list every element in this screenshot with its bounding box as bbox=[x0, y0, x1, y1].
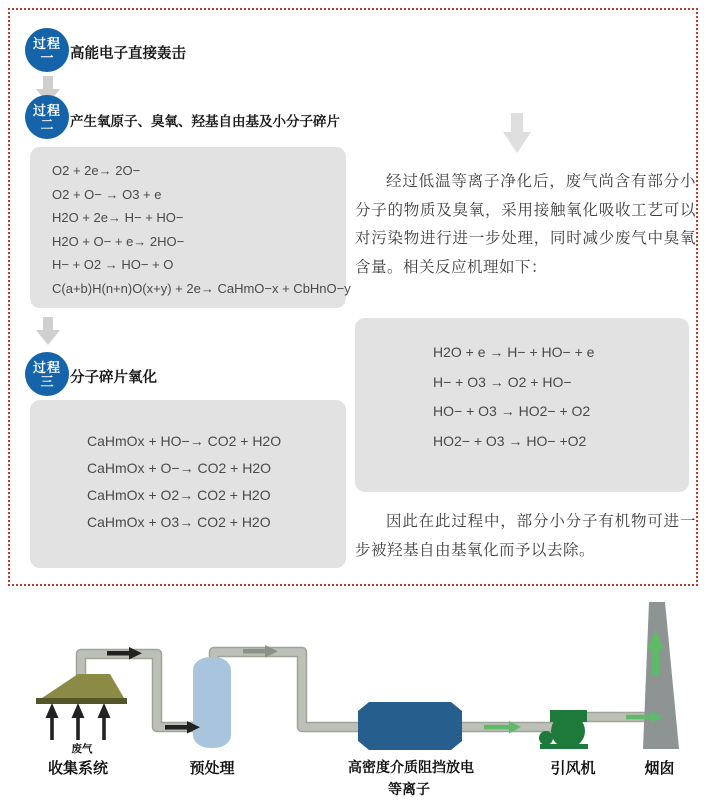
equation-line: H2O + 2e→ H− + HO− bbox=[52, 210, 184, 225]
equation-line: O2 + 2e→ 2O− bbox=[52, 163, 141, 178]
equation-line: H2O + e → H− + HO− + e bbox=[433, 344, 595, 360]
process-1-badge-number: 一 bbox=[40, 49, 54, 65]
equation-line: CaHmOx + HO−→ CO2 + H2O bbox=[87, 433, 282, 449]
description-paragraph-1: 经过低温等离子净化后，废气尚含有部分小分子的物质及臭氧，采用接触氧化吸收工艺可以对污染物进行进一步处理，同时减少废气中臭氧含量。相关反应机理如下： bbox=[355, 173, 696, 276]
plasma-reactor bbox=[358, 702, 462, 750]
process-2-title: 产生氧原子、臭氧、羟基自由基及小分子碎片 bbox=[70, 114, 340, 129]
equations-box-1 bbox=[30, 147, 351, 308]
equation-line: HO− + O3 → HO2− + O2 bbox=[433, 403, 591, 419]
process-3-badge bbox=[25, 352, 69, 396]
pretreatment-label: 预处理 bbox=[189, 761, 235, 777]
chimney-label: 烟囱 bbox=[644, 761, 675, 777]
process-3-badge-number: 三 bbox=[40, 373, 54, 389]
process-2-badge-text: 过程 bbox=[32, 102, 61, 118]
process-1-badge bbox=[25, 28, 69, 72]
plasma-label-line1: 高密度介质阻挡放电 bbox=[348, 761, 474, 776]
equation-line: H− + O2 → HO− + O bbox=[52, 257, 174, 272]
down-arrow-icon bbox=[503, 113, 531, 153]
process-1-badge-text: 过程 bbox=[32, 35, 61, 51]
equation-line: C(a+b)H(n+n)O(x+y) + 2e→ CaHmO−x + CbHnO−y bbox=[52, 280, 351, 296]
collection-hood bbox=[36, 674, 127, 704]
equations-box-3 bbox=[355, 318, 689, 492]
equation-line: H− + O3 → O2 + HO− bbox=[433, 373, 572, 390]
fan-label: 引风机 bbox=[550, 761, 596, 777]
equation-line: O2 + O− → O3 + e bbox=[52, 186, 162, 202]
equation-line: HO2− + O3 → HO− +O2 bbox=[433, 432, 587, 449]
up-arrow-icon bbox=[46, 703, 111, 740]
collection-system-label: 收集系统 bbox=[47, 761, 108, 777]
process-2-badge bbox=[25, 95, 69, 139]
process-1-title: 高能电子直接轰击 bbox=[70, 46, 186, 62]
equation-line: CaHmOx + O2→ CO2 + H2O bbox=[87, 487, 271, 503]
plasma-label-line2: 等离子 bbox=[388, 783, 430, 798]
equation-line: H2O + O− + e→ 2HO− bbox=[52, 233, 185, 249]
chimney bbox=[643, 602, 679, 749]
pretreatment-tank bbox=[193, 657, 231, 748]
process-3-badge-text: 过程 bbox=[32, 359, 61, 375]
equation-line: CaHmOx + O3→ CO2 + H2O bbox=[87, 514, 271, 530]
process-3-title: 分子碎片氧化 bbox=[70, 370, 157, 386]
process-2-badge-number: 二 bbox=[40, 116, 54, 132]
description-paragraph-2: 因此在此过程中，部分小分子有机物可进一步被羟基自由基氧化而予以去除。 bbox=[355, 513, 696, 559]
equations-box-2 bbox=[30, 400, 346, 568]
waste-gas-label: 废气 bbox=[71, 744, 93, 755]
down-arrow-icon bbox=[36, 317, 60, 345]
equation-line: CaHmOx + O−→ CO2 + H2O bbox=[87, 460, 271, 476]
